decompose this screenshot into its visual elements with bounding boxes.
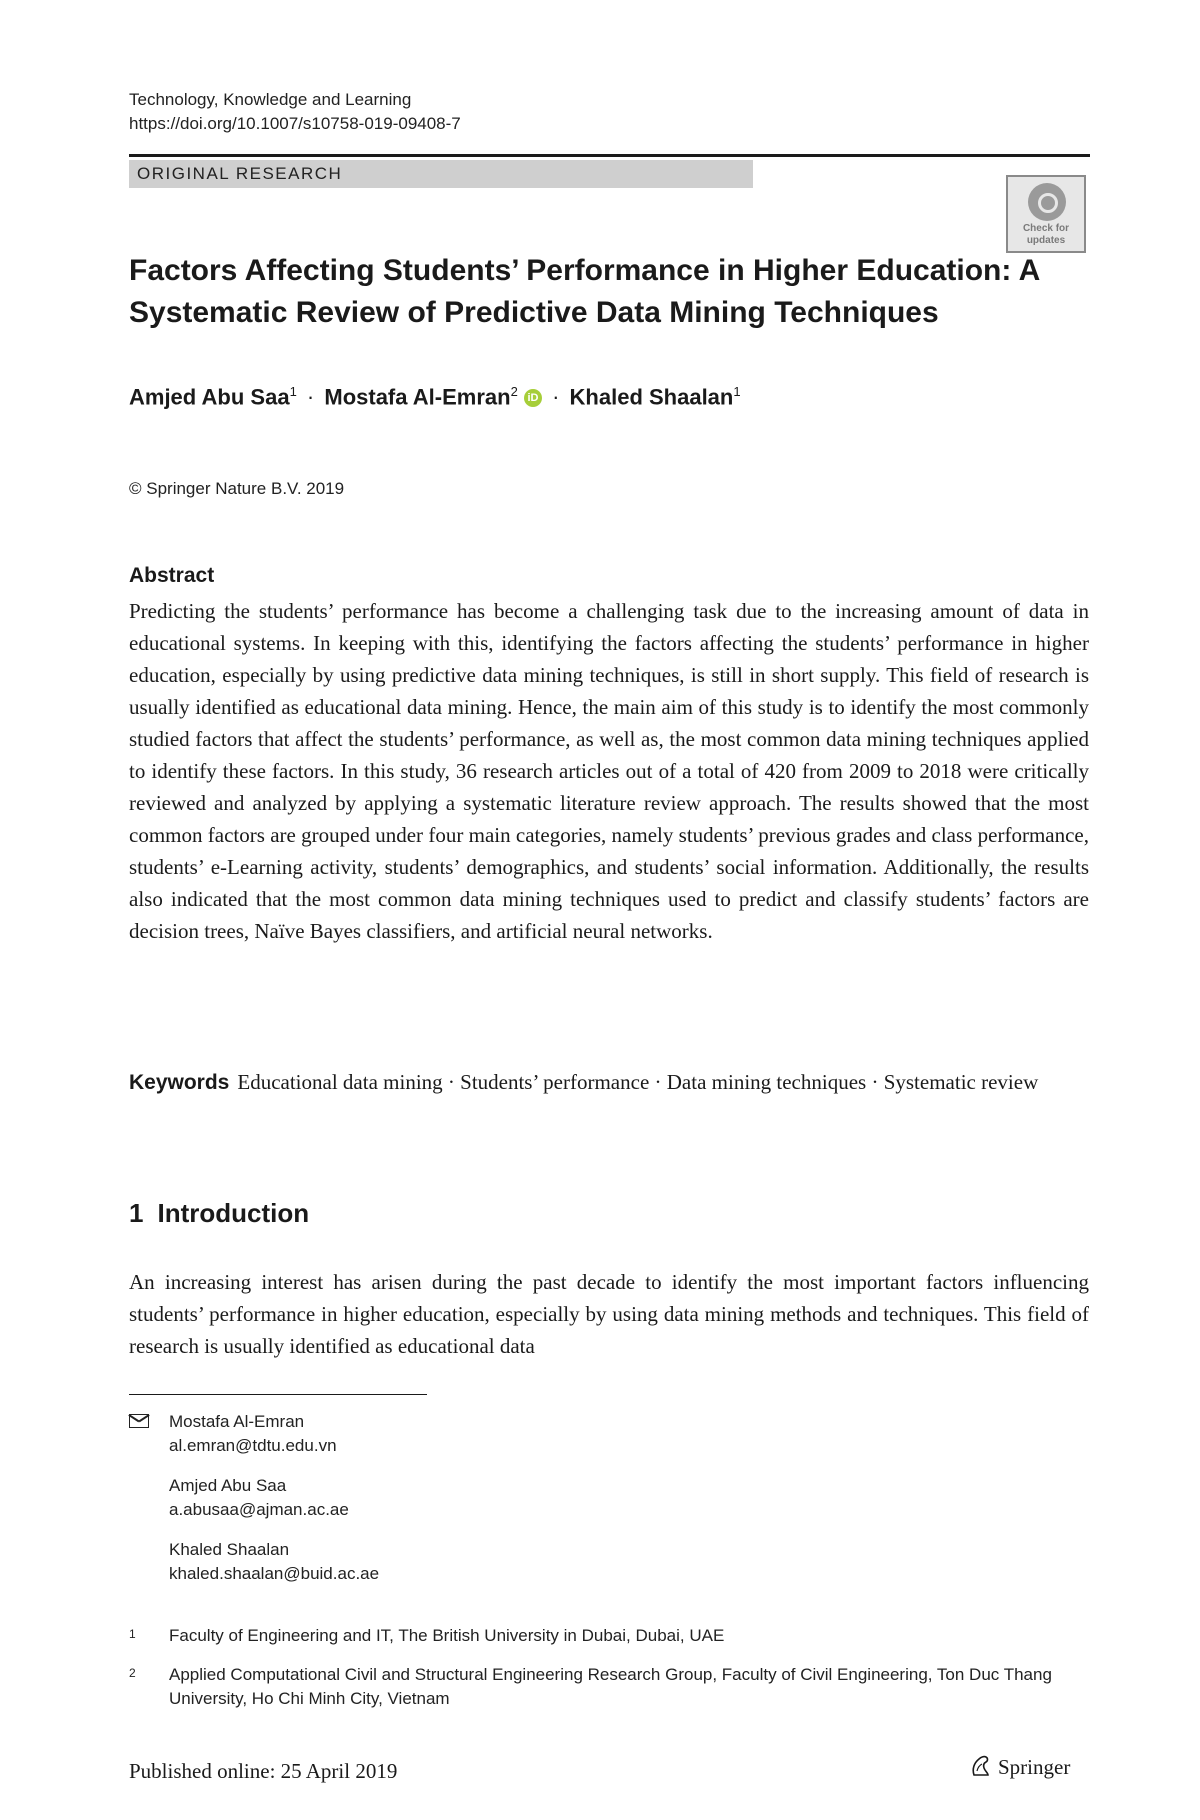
contact-email[interactable]: khaled.shaalan@buid.ac.ae xyxy=(169,1564,380,1583)
section-number: 1 xyxy=(129,1198,144,1228)
journal-header xyxy=(129,88,461,136)
contact-name: Amjed Abu Saa xyxy=(169,1476,287,1495)
author-affiliation-mark: 2 xyxy=(510,384,518,399)
header-rule xyxy=(129,154,1090,157)
contact-email[interactable]: al.emran@tdtu.edu.vn xyxy=(169,1436,337,1455)
section-heading xyxy=(129,1195,309,1231)
keywords-text: Educational data mining · Students’ performance · Data mining techniques · Systematic review xyxy=(237,1070,1039,1094)
abstract-heading: Abstract xyxy=(129,564,215,587)
keywords xyxy=(129,1066,1089,1099)
springer-horse-icon xyxy=(968,1753,994,1779)
contact-entry xyxy=(129,1474,1029,1522)
orcid-icon[interactable]: iD xyxy=(524,389,542,407)
affiliation-text: Faculty of Engineering and IT, The British University in Dubai, Dubai, UAE xyxy=(169,1626,725,1645)
author-name[interactable]: Mostafa Al-Emran xyxy=(324,384,511,410)
check-for-updates-badge[interactable] xyxy=(1006,175,1086,253)
publisher-name: Springer xyxy=(998,1755,1071,1779)
affiliation-number: 1 xyxy=(129,1627,136,1641)
badge-label: Check for updates xyxy=(1022,223,1070,246)
journal-name: Technology, Knowledge and Learning xyxy=(129,90,412,109)
update-icon xyxy=(1028,183,1066,221)
doi-link[interactable]: https://doi.org/10.1007/s10758-019-09408-7 xyxy=(129,114,461,133)
contact-name: Khaled Shaalan xyxy=(169,1540,290,1559)
contact-list xyxy=(129,1410,1029,1602)
footnote-rule xyxy=(129,1394,427,1395)
author-affiliation-mark: 1 xyxy=(733,384,741,399)
intro-paragraph: An increasing interest has arisen during the past decade to identify the most important factors influencing students’ performance in higher education, especially by using data mining methods and techniques. This field of research is usually identified as educational data xyxy=(129,1270,1089,1358)
affiliation-number: 2 xyxy=(129,1666,136,1680)
author-list xyxy=(129,376,741,413)
mail-icon xyxy=(129,1414,149,1428)
affiliation-text: Applied Computational Civil and Structural Engineering Research Group, Faculty of Civil Engineering, Ton Duc Thang University, Ho Chi Minh City, Vietnam xyxy=(169,1665,1052,1708)
contact-name: Mostafa Al-Emran xyxy=(169,1412,305,1431)
contact-email[interactable]: a.abusaa@ajman.ac.ae xyxy=(169,1500,349,1519)
contact-entry xyxy=(129,1538,1029,1586)
author-affiliation-mark: 1 xyxy=(289,384,297,399)
author-name[interactable]: Khaled Shaalan xyxy=(569,384,734,410)
abstract-text: Predicting the students’ performance has become a challenging task due to the increasing amount of data in educational systems. In keeping with this, identifying the factors affecting the students’ performance in higher education, especially by using predictive data mining techniques, is still in short supply. This field of research is usually identified as educational data mining. Hence, the main aim of this study is to identify the most commonly studied factors that affect the students’ performance, as well as, the most common data mining techniques applied to identify these factors. In this study, 36 research articles out of a total of 420 from 2009 to 2018 were critically reviewed and analyzed by applying a systematic literature review approach. The results showed that the most common factors are grouped under four main categories, namely students’ previous grades and class performance, students’ e-Learning activity, students’ demographics, and students’ social information. Additionally, the results also indicated that the most common data mining techniques used to predict and classify students’ factors are decision trees, Naïve Bayes classifiers, and artificial neural networks. xyxy=(129,599,1089,943)
author-separator: · xyxy=(306,384,315,410)
paper-title: Factors Affecting Students’ Performance in Higher Education: A Systematic Review of Predictive Data Mining Techniques xyxy=(129,254,1040,329)
published-date: Published online: 25 April 2019 xyxy=(129,1759,398,1783)
keywords-label: Keywords xyxy=(129,1071,230,1094)
publisher-logo xyxy=(968,1752,1070,1782)
contact-entry xyxy=(129,1410,1029,1458)
copyright: © Springer Nature B.V. 2019 xyxy=(129,479,345,498)
author-separator: · xyxy=(552,384,560,410)
article-category: ORIGINAL RESEARCH xyxy=(129,160,753,188)
section-title: Introduction xyxy=(157,1198,310,1228)
author-name[interactable]: Amjed Abu Saa xyxy=(129,384,290,410)
